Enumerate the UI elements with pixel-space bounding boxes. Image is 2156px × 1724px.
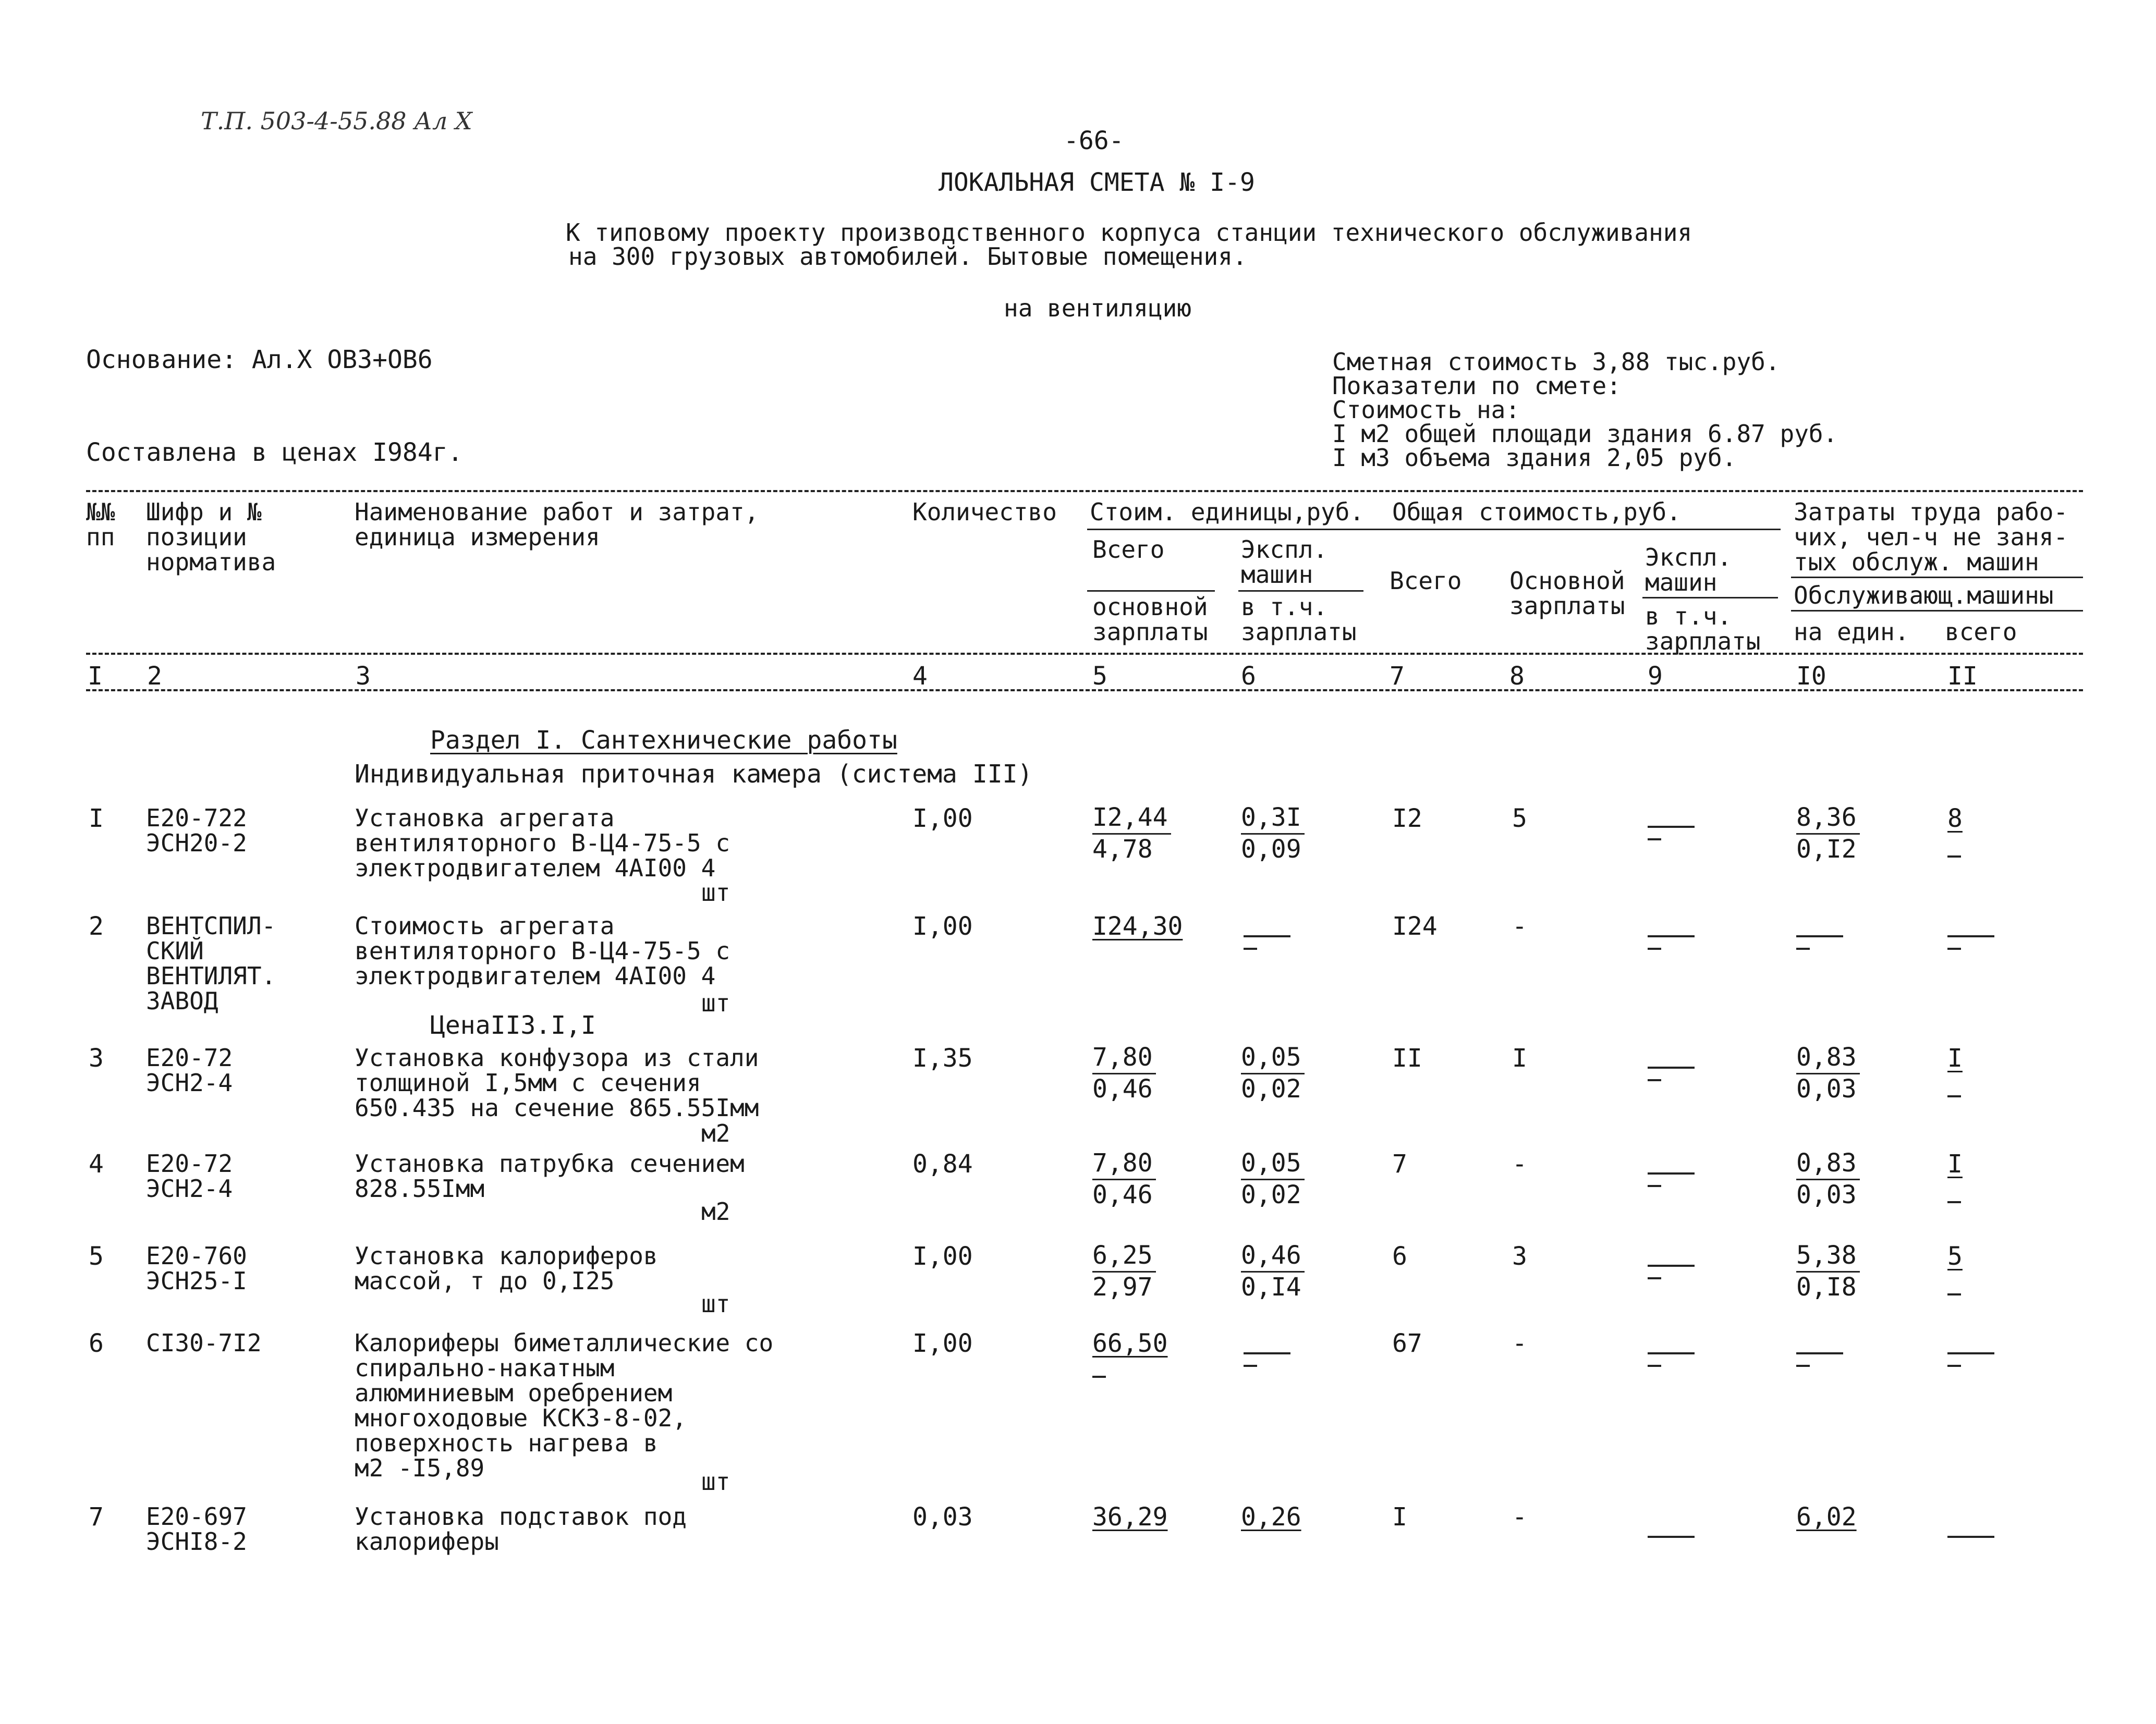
machine-wage: 0,02	[1241, 1074, 1301, 1104]
row-col11-dash	[1947, 1195, 1961, 1205]
row-unit: шт	[701, 1290, 730, 1318]
header-col-2: Шифр и № позиции норматива	[146, 498, 276, 576]
col-num-7: 7	[1390, 662, 1405, 691]
row-unit: шт	[701, 1468, 730, 1496]
row-unit-cost: 36,29	[1092, 1502, 1168, 1532]
row-code: Е20-697 ЭСНI8-2	[146, 1502, 247, 1556]
machine-cost: 0,05	[1241, 1043, 1305, 1074]
header-col-1: №№ пп	[86, 498, 115, 551]
subsection-title: Индивидуальная приточная камера (система III)	[355, 760, 1033, 789]
row-qty: I,00	[912, 1329, 973, 1358]
estimate-subject: на вентиляцию	[1004, 294, 1192, 322]
header-col-3: Наименование работ и затрат, единица измерения	[355, 498, 759, 551]
prices-year: Составлена в ценах I984г.	[86, 438, 463, 467]
row-col11-dash	[1947, 1090, 1961, 1099]
summary-indicators: Показатели по смете:	[1332, 372, 1621, 400]
row-name: Калориферы биметаллические со спирально-накатным алюминиевым оребрением многоходовые КСК3-8-02, поверхность нагрева в м2 -I5,89	[355, 1329, 774, 1482]
row-base-wage: 5	[1512, 804, 1527, 833]
machine-wage: 0,I4	[1241, 1273, 1301, 1302]
row-col11-dash	[1947, 1288, 1961, 1298]
unit-cost-wage: 4,78	[1092, 835, 1153, 864]
page-number: -66-	[1064, 126, 1124, 155]
row-labor-total: 8	[1947, 804, 1963, 833]
labor-per-unit: 8,36	[1796, 803, 1860, 835]
row-code: СI30-7I2	[146, 1329, 262, 1357]
row-number: 5	[89, 1242, 104, 1271]
col-num-8: 8	[1509, 662, 1525, 691]
row-unit: шт	[701, 989, 730, 1017]
row-base-wage: -	[1512, 912, 1527, 941]
row-machine-cost	[1241, 1043, 1305, 1104]
machine-wage: 0,02	[1241, 1180, 1301, 1209]
row-code: Е20-72 ЭСН2-4	[146, 1150, 233, 1203]
col-num-9: 9	[1648, 662, 1663, 691]
row-unit-cost	[1092, 1148, 1156, 1209]
header-v-tch-9: в т.ч. зарплаты	[1645, 602, 1761, 655]
header-rule-obsl	[1791, 610, 2083, 612]
header-rule-cost	[1087, 529, 1781, 530]
col-num-3: 3	[356, 662, 371, 691]
row-qty: 0,84	[912, 1150, 973, 1179]
labor-per-unit: 0,83	[1796, 1148, 1860, 1180]
row-name: Установка конфузора из стали толщиной I,5мм с сечения 650.435 на сечение 865.55Iмм	[355, 1044, 759, 1122]
row-col11-dash	[1947, 1530, 1994, 1540]
row-qty: 0,03	[912, 1502, 973, 1532]
row-col10-dashes	[1796, 1349, 1843, 1374]
colnum-bottom-rule	[86, 689, 2083, 691]
row-name: Установка агрегата вентиляторного В-Ц4-75-5 с электродвигателем 4АI00 4	[355, 804, 730, 882]
row-total: 67	[1392, 1329, 1422, 1358]
header-col-4: Количество	[912, 498, 1057, 526]
header-vsego: Всего	[1092, 535, 1165, 564]
unit-cost-total: 7,80	[1092, 1148, 1156, 1180]
row-labor	[1796, 1043, 1860, 1104]
row-total: 6	[1392, 1242, 1407, 1271]
table-top-rule	[86, 490, 2083, 492]
row-col6-dashes	[1244, 932, 1290, 957]
row-name: Установка калориферов массой, т до 0,I25	[355, 1242, 658, 1295]
row-qty: I,00	[912, 804, 973, 833]
header-bottom-rule	[86, 653, 2083, 655]
labor-machine: 0,I8	[1796, 1273, 1857, 1302]
header-ekspl: Экспл. машин	[1241, 535, 1328, 589]
col-num-4: 4	[912, 662, 928, 691]
row-name: Установка патрубка сечением 828.55Iмм	[355, 1150, 745, 1203]
row-code: Е20-72 ЭСН2-4	[146, 1044, 233, 1097]
summary-per-m3: I м3 объема здания 2,05 руб.	[1332, 444, 1737, 472]
header-total-cost: Общая стоимость,руб.	[1392, 498, 1681, 526]
row-number: 2	[89, 912, 104, 941]
row-number: 4	[89, 1150, 104, 1179]
row-labor	[1796, 1148, 1860, 1209]
row-col9-dashes	[1648, 1349, 1695, 1374]
unit-cost-wage: 2,97	[1092, 1273, 1153, 1302]
row-col6-dashes	[1244, 1349, 1290, 1374]
header-vsego-11: всего	[1945, 618, 2017, 646]
row-code: ВЕНТСПИЛ- СКИЙ ВЕНТИЛЯТ. ЗАВОД	[146, 912, 276, 1015]
row-base-wage: 3	[1512, 1242, 1527, 1271]
row-total: I2	[1392, 804, 1422, 833]
header-unit-cost: Стоим. единицы,руб.	[1090, 498, 1365, 526]
row-unit-cost	[1092, 803, 1171, 864]
section-title: Раздел I. Сантехнические работы	[430, 726, 897, 755]
row-unit-cost	[1092, 1241, 1156, 1302]
row-col9-dashes	[1648, 823, 1695, 848]
row-name: Стоимость агрегата вентиляторного В-Ц4-75-5 с электродвигателем 4АI00 4	[355, 912, 730, 990]
header-rule-5	[1087, 590, 1215, 592]
row-col11-dashes	[1947, 1349, 1994, 1374]
header-osnovnoy-8: Основной зарплаты	[1509, 567, 1625, 620]
row-qty: I,35	[912, 1044, 973, 1073]
row-labor-total: 5	[1947, 1242, 1963, 1271]
subtitle-line-1: К типовому проекту производственного корпуса станции технического обслуживания	[566, 218, 1692, 247]
row-col9-dashes	[1648, 1262, 1695, 1287]
row-labor: 6,02	[1796, 1502, 1857, 1532]
row-col9-dash	[1648, 1530, 1695, 1540]
header-ekspl-9: Экспл. машин	[1645, 543, 1732, 596]
row-base-wage: -	[1512, 1502, 1527, 1532]
row-machine-cost	[1241, 1148, 1305, 1209]
row-number: 7	[89, 1502, 104, 1532]
header-vsego-7: Всего	[1390, 567, 1462, 595]
row-base-wage: -	[1512, 1150, 1527, 1179]
row-unit-cost: 66,50	[1092, 1329, 1168, 1358]
row-unit-cost	[1092, 1043, 1156, 1104]
row-col9-dashes	[1648, 1169, 1695, 1194]
page-title: ЛОКАЛЬНАЯ СМЕТА № I-9	[939, 168, 1255, 197]
row-total: 7	[1392, 1150, 1407, 1179]
header-na-edin: на един.	[1794, 618, 1909, 646]
row-qty: I,00	[912, 1242, 973, 1271]
row-col11-dash	[1947, 850, 1961, 860]
machine-cost: 0,46	[1241, 1241, 1305, 1273]
header-labor: Затраты труда рабо- чих, чел-ч не заня- тых обслуж. машин	[1794, 498, 2068, 576]
row-code: Е20-722 ЭСН20-2	[146, 804, 247, 857]
unit-cost-total: 6,25	[1092, 1241, 1156, 1273]
machine-wage: 0,09	[1241, 835, 1301, 864]
row-machine-cost	[1241, 803, 1305, 864]
summary-per-m2: I м2 общей площади здания 6.87 руб.	[1332, 420, 1838, 448]
row-base-wage: -	[1512, 1329, 1527, 1358]
summary-cost: Сметная стоимость 3,88 тыс.руб.	[1332, 348, 1780, 376]
labor-machine: 0,I2	[1796, 835, 1857, 864]
labor-per-unit: 5,38	[1796, 1241, 1860, 1273]
row-labor-total: I	[1947, 1044, 1963, 1073]
row-labor	[1796, 803, 1860, 864]
col-num-11: II	[1947, 662, 1978, 691]
row-number: 3	[89, 1044, 104, 1073]
row-col9-dashes	[1648, 1063, 1695, 1089]
row-name: Установка подставок под калориферы	[355, 1502, 687, 1556]
row-total: II	[1392, 1044, 1422, 1073]
row-base-wage: I	[1512, 1044, 1527, 1073]
machine-cost: 0,3I	[1241, 803, 1305, 835]
row-unit: м2	[701, 1119, 730, 1147]
row-unit: шт	[701, 878, 730, 907]
header-rule-6	[1238, 590, 1363, 592]
row-labor-total: I	[1947, 1150, 1963, 1179]
header-osn-zp: основной зарплаты	[1092, 593, 1208, 646]
basis-text: Основание: Ал.Х ОВ3+ОВ6	[86, 345, 433, 374]
row-machine-cost	[1241, 1241, 1305, 1302]
unit-cost-wage: 0,46	[1092, 1074, 1153, 1104]
col-num-10: I0	[1796, 662, 1826, 691]
row-col10-dashes	[1796, 932, 1843, 957]
col-num-2: 2	[147, 662, 162, 691]
col-num-1: I	[88, 662, 103, 691]
row-col5-dash	[1092, 1370, 1106, 1380]
header-rule-labor	[1791, 577, 2083, 578]
labor-machine: 0,03	[1796, 1180, 1857, 1209]
col-num-5: 5	[1092, 662, 1107, 691]
unit-cost-total: I2,44	[1092, 803, 1171, 835]
row-code: Е20-760 ЭСН25-I	[146, 1242, 247, 1295]
row-total: I24	[1392, 912, 1438, 941]
row-number: I	[89, 804, 104, 833]
row-labor	[1796, 1241, 1860, 1302]
row-qty: I,00	[912, 912, 973, 941]
row-price-note: ЦенаII3.I,I	[430, 1011, 596, 1040]
summary-cost-per: Стоимость на:	[1332, 396, 1520, 424]
unit-cost-wage: 0,46	[1092, 1180, 1153, 1209]
unit-cost-total: 7,80	[1092, 1043, 1156, 1074]
header-rule-9	[1642, 597, 1778, 598]
subtitle-line-2: на 300 грузовых автомобилей. Бытовые помещения.	[568, 242, 1247, 271]
machine-cost: 0,05	[1241, 1148, 1305, 1180]
header-obsl: Обслуживающ.машины	[1794, 581, 2054, 609]
row-col11-dashes	[1947, 932, 1994, 957]
header-v-tch: в т.ч. зарплаты	[1241, 593, 1357, 646]
row-number: 6	[89, 1329, 104, 1358]
labor-machine: 0,03	[1796, 1074, 1857, 1104]
labor-per-unit: 0,83	[1796, 1043, 1860, 1074]
row-machine-cost: 0,26	[1241, 1502, 1301, 1532]
row-unit: м2	[701, 1197, 730, 1226]
row-total: I	[1392, 1502, 1407, 1532]
col-num-6: 6	[1241, 662, 1256, 691]
row-unit-cost: I24,30	[1092, 912, 1183, 941]
document-stamp: Т.П. 503-4-55.88 Ал Х	[201, 107, 472, 135]
row-col9-dashes	[1648, 932, 1695, 957]
